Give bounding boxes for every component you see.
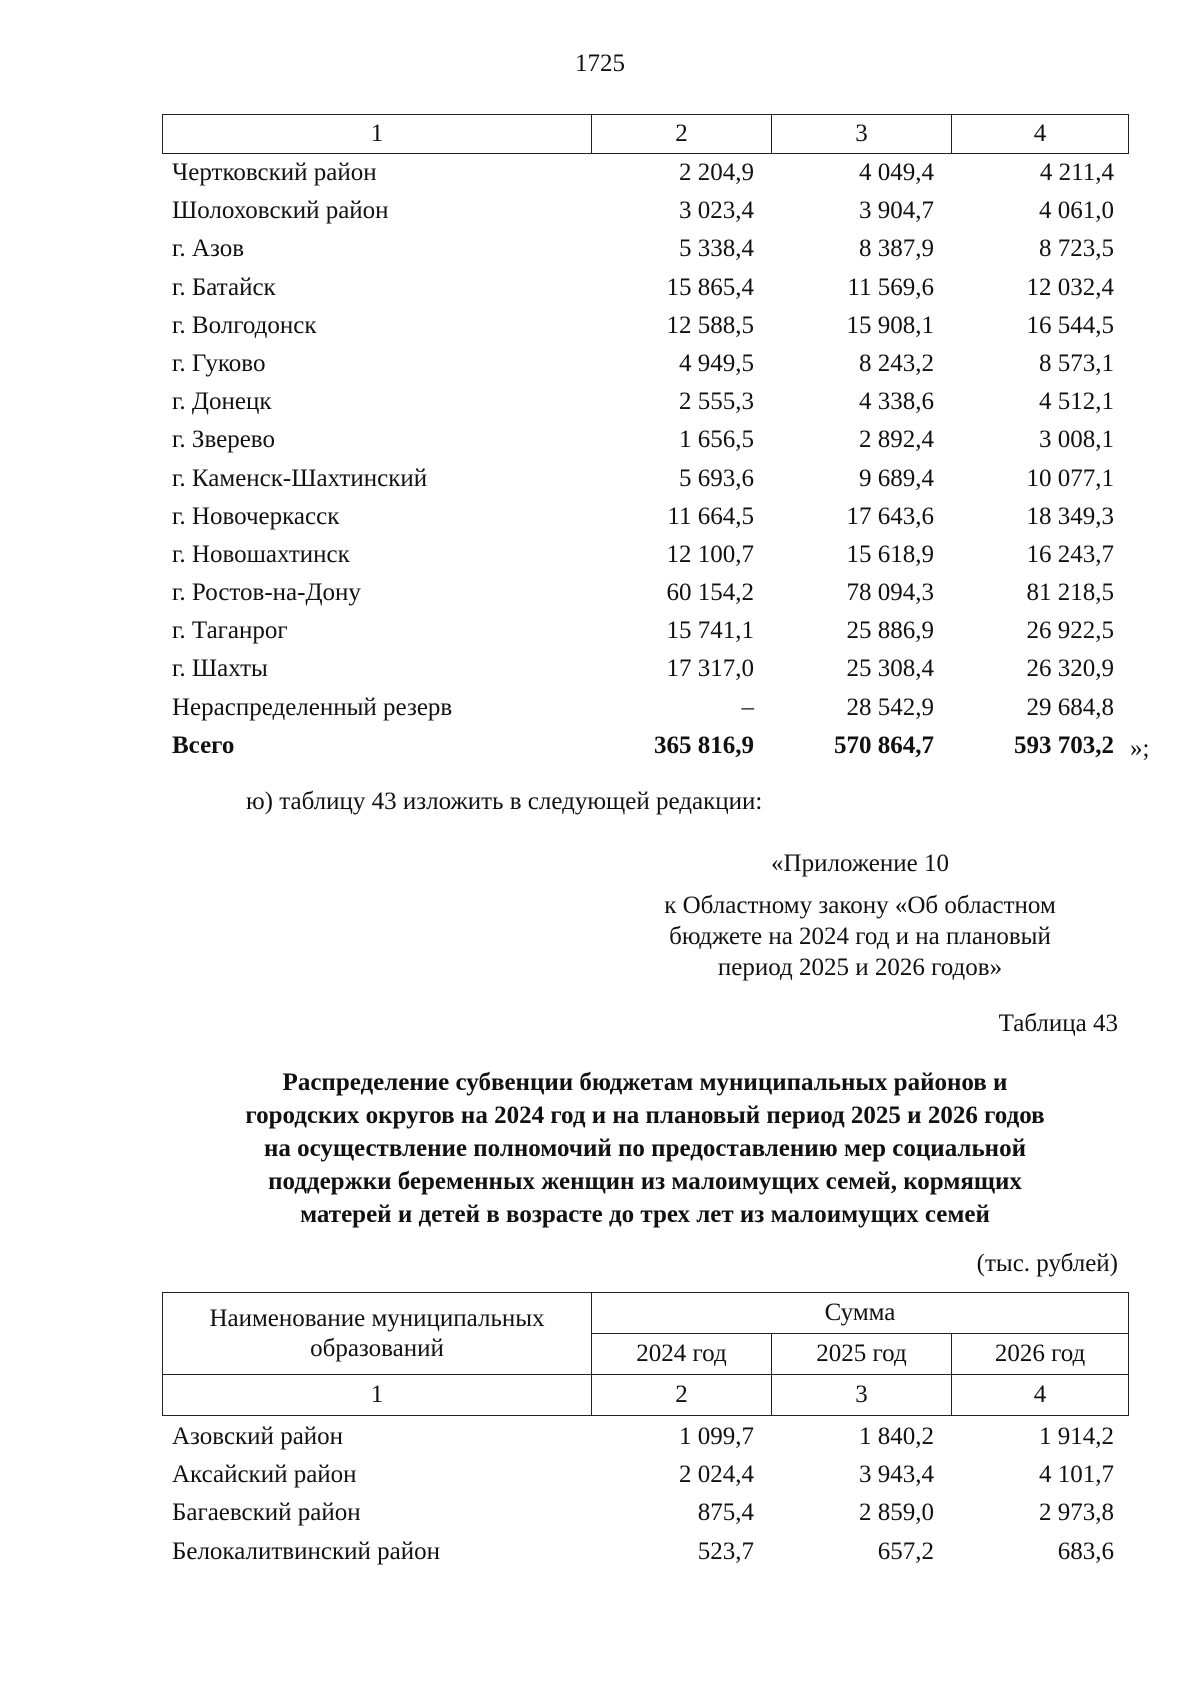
municipality-name: г. Батайск	[172, 273, 276, 301]
value-2026: 10 077,1	[1026, 464, 1114, 492]
table-row	[162, 689, 1128, 727]
year-header: 2025 год	[772, 1334, 952, 1375]
heading-line: на осуществление полномочий по предоставлению мер социальной	[264, 1135, 1026, 1162]
municipality-name: г. Волгодонск	[172, 311, 317, 339]
total-label: Всего	[172, 731, 235, 759]
column-number: 4	[952, 1375, 1129, 1416]
closing-mark: »;	[1130, 735, 1150, 762]
units-label: (тыс. рублей)	[976, 1250, 1118, 1277]
table-row	[162, 574, 1128, 612]
value-2024: 2 204,9	[679, 159, 754, 186]
value-2025: 17 643,6	[846, 502, 934, 530]
value-2026: 16 544,5	[1026, 311, 1114, 339]
value-2026: 4 101,7	[1039, 1461, 1114, 1489]
municipality-name: г. Ростов-на-Дону	[172, 579, 361, 607]
total-2026: 593 703,2	[1014, 731, 1114, 759]
municipality-name: Чертковский район	[172, 159, 377, 186]
value-2024: 2 024,4	[679, 1461, 754, 1489]
table-row	[162, 650, 1128, 688]
value-2024: 60 154,2	[666, 579, 754, 607]
value-2024: 5 338,4	[679, 235, 754, 263]
value-2025: 28 542,9	[846, 693, 934, 721]
table-row	[162, 307, 1128, 345]
value-2026: 29 684,8	[1026, 693, 1114, 721]
municipality-name: г. Гуково	[172, 349, 266, 377]
column-number: 1	[163, 1375, 592, 1416]
table-top-header	[162, 114, 1129, 154]
municipality-name: г. Шахты	[172, 655, 268, 683]
name-column-header	[163, 1293, 592, 1375]
table-row	[162, 1418, 1128, 1456]
appendix-title: «Приложение 10	[771, 850, 949, 877]
value-2025: 4 338,6	[859, 388, 934, 416]
municipality-name: г. Новошахтинск	[172, 540, 350, 568]
table-bottom-body	[162, 1418, 1128, 1571]
municipality-name: г. Донецк	[172, 388, 272, 416]
municipality-name: Аксайский район	[172, 1461, 357, 1489]
value-2025: 78 094,3	[846, 579, 934, 607]
value-2024: 523,7	[697, 1537, 754, 1565]
table-row	[162, 460, 1128, 498]
value-2026: 8 573,1	[1039, 349, 1114, 377]
name-header-line: Наименование муниципальных	[209, 1304, 545, 1332]
value-2024: 4 949,5	[679, 349, 754, 377]
value-2026: 8 723,5	[1039, 235, 1114, 263]
municipality-name: Багаевский район	[172, 1499, 361, 1527]
instruction-paragraph: ю) таблицу 43 изложить в следующей редакции:	[246, 788, 763, 815]
value-2025: 11 569,6	[847, 273, 934, 301]
table-row	[162, 1456, 1128, 1494]
value-2025: 3 943,4	[859, 1461, 934, 1489]
name-header-line: образований	[310, 1334, 444, 1362]
value-2024: 12 588,5	[666, 311, 754, 339]
table-row	[162, 192, 1128, 230]
municipality-name: Азовский район	[172, 1423, 344, 1450]
table-row	[162, 269, 1128, 307]
value-2025: 15 908,1	[846, 311, 934, 339]
table-row	[162, 421, 1128, 459]
value-2026: 1 914,2	[1039, 1423, 1114, 1450]
value-2026: 26 320,9	[1026, 655, 1114, 683]
municipality-name: г. Зверево	[172, 426, 275, 454]
value-2025: 15 618,9	[846, 540, 934, 568]
value-2026: 3 008,1	[1039, 426, 1114, 454]
value-2024: 3 023,4	[679, 197, 754, 225]
year-header: 2024 год	[592, 1334, 772, 1375]
column-number: 3	[772, 1375, 952, 1416]
municipality-name: Нераспределенный резерв	[172, 693, 453, 721]
value-2026: 18 349,3	[1026, 502, 1114, 530]
appendix-line: к Областному закону «Об областном	[664, 892, 1056, 919]
value-2025: 657,2	[877, 1537, 934, 1565]
value-2025: 1 840,2	[859, 1423, 934, 1450]
table-row	[162, 1533, 1128, 1571]
column-number: 2	[592, 115, 772, 154]
appendix-line: период 2025 и 2026 годов»	[717, 954, 1003, 981]
column-number: 1	[163, 115, 592, 154]
table-row	[162, 536, 1128, 574]
value-2026: 26 922,5	[1026, 617, 1114, 645]
value-2026: 4 512,1	[1039, 388, 1114, 416]
table-row	[162, 230, 1128, 268]
heading-line: городских округов на 2024 год и на плановый период 2025 и 2026 годов	[245, 1102, 1045, 1129]
value-2025: 8 243,2	[859, 349, 934, 377]
value-2024: 15 741,1	[666, 617, 754, 645]
column-number: 3	[772, 115, 952, 154]
municipality-name: г. Азов	[172, 235, 245, 263]
value-2025: 9 689,4	[859, 464, 934, 492]
total-2025: 570 864,7	[834, 731, 934, 759]
municipality-name: г. Новочеркасск	[172, 502, 340, 530]
value-2025: 25 886,9	[846, 617, 934, 645]
table-row	[162, 383, 1128, 421]
value-2026: 4 061,0	[1039, 197, 1114, 225]
value-2024: 875,4	[697, 1499, 754, 1527]
table-label: Таблица 43	[998, 1010, 1118, 1037]
value-2024: 12 100,7	[666, 540, 754, 568]
value-2024: 15 865,4	[666, 273, 754, 301]
table-row	[162, 345, 1128, 383]
value-2024: 2 555,3	[679, 388, 754, 416]
value-2026: 2 973,8	[1039, 1499, 1114, 1527]
table-row	[162, 498, 1128, 536]
page-number: 1725	[575, 50, 625, 77]
total-2024: 365 816,9	[654, 731, 754, 759]
municipality-name: Белокалитвинский район	[172, 1537, 440, 1565]
value-2024: 5 693,6	[679, 464, 754, 492]
table-top-body	[162, 154, 1128, 765]
value-2024: 11 664,5	[667, 502, 754, 530]
table-bottom-header	[162, 1292, 1129, 1416]
value-2025: 2 859,0	[859, 1499, 934, 1527]
year-header: 2026 год	[952, 1334, 1129, 1375]
value-2026: 16 243,7	[1026, 540, 1114, 568]
table-total-row	[162, 727, 1128, 765]
municipality-name: Шолоховский район	[172, 197, 389, 225]
value-2025: 2 892,4	[859, 426, 934, 454]
value-2024: –	[741, 693, 754, 721]
value-2025: 4 049,4	[859, 159, 934, 186]
table-row	[162, 1494, 1128, 1532]
appendix-line: бюджете на 2024 год и на плановый	[669, 923, 1051, 950]
value-2024: 17 317,0	[666, 655, 754, 683]
column-number: 4	[952, 115, 1129, 154]
value-2026: 12 032,4	[1026, 273, 1114, 301]
value-2024: 1 656,5	[679, 426, 754, 454]
value-2025: 25 308,4	[846, 655, 934, 683]
value-2026: 81 218,5	[1026, 579, 1114, 607]
heading-line: матерей и детей в возрасте до трех лет из малоимущих семей	[300, 1201, 990, 1228]
table-row	[162, 154, 1128, 192]
value-2024: 1 099,7	[679, 1423, 754, 1450]
column-number: 2	[592, 1375, 772, 1416]
table-heading	[162, 1066, 1128, 1231]
value-2025: 8 387,9	[859, 235, 934, 263]
value-2025: 3 904,7	[859, 197, 934, 225]
sum-header: Сумма	[592, 1293, 1129, 1334]
heading-line: поддержки беременных женщин из малоимущих семей, кормящих	[268, 1168, 1022, 1195]
table-row	[162, 612, 1128, 650]
value-2026: 683,6	[1057, 1537, 1114, 1565]
heading-line: Распределение субвенции бюджетам муниципальных районов и	[282, 1069, 1008, 1096]
municipality-name: г. Каменск-Шахтинский	[172, 464, 428, 492]
municipality-name: г. Таганрог	[172, 617, 288, 645]
value-2026: 4 211,4	[1039, 159, 1114, 186]
